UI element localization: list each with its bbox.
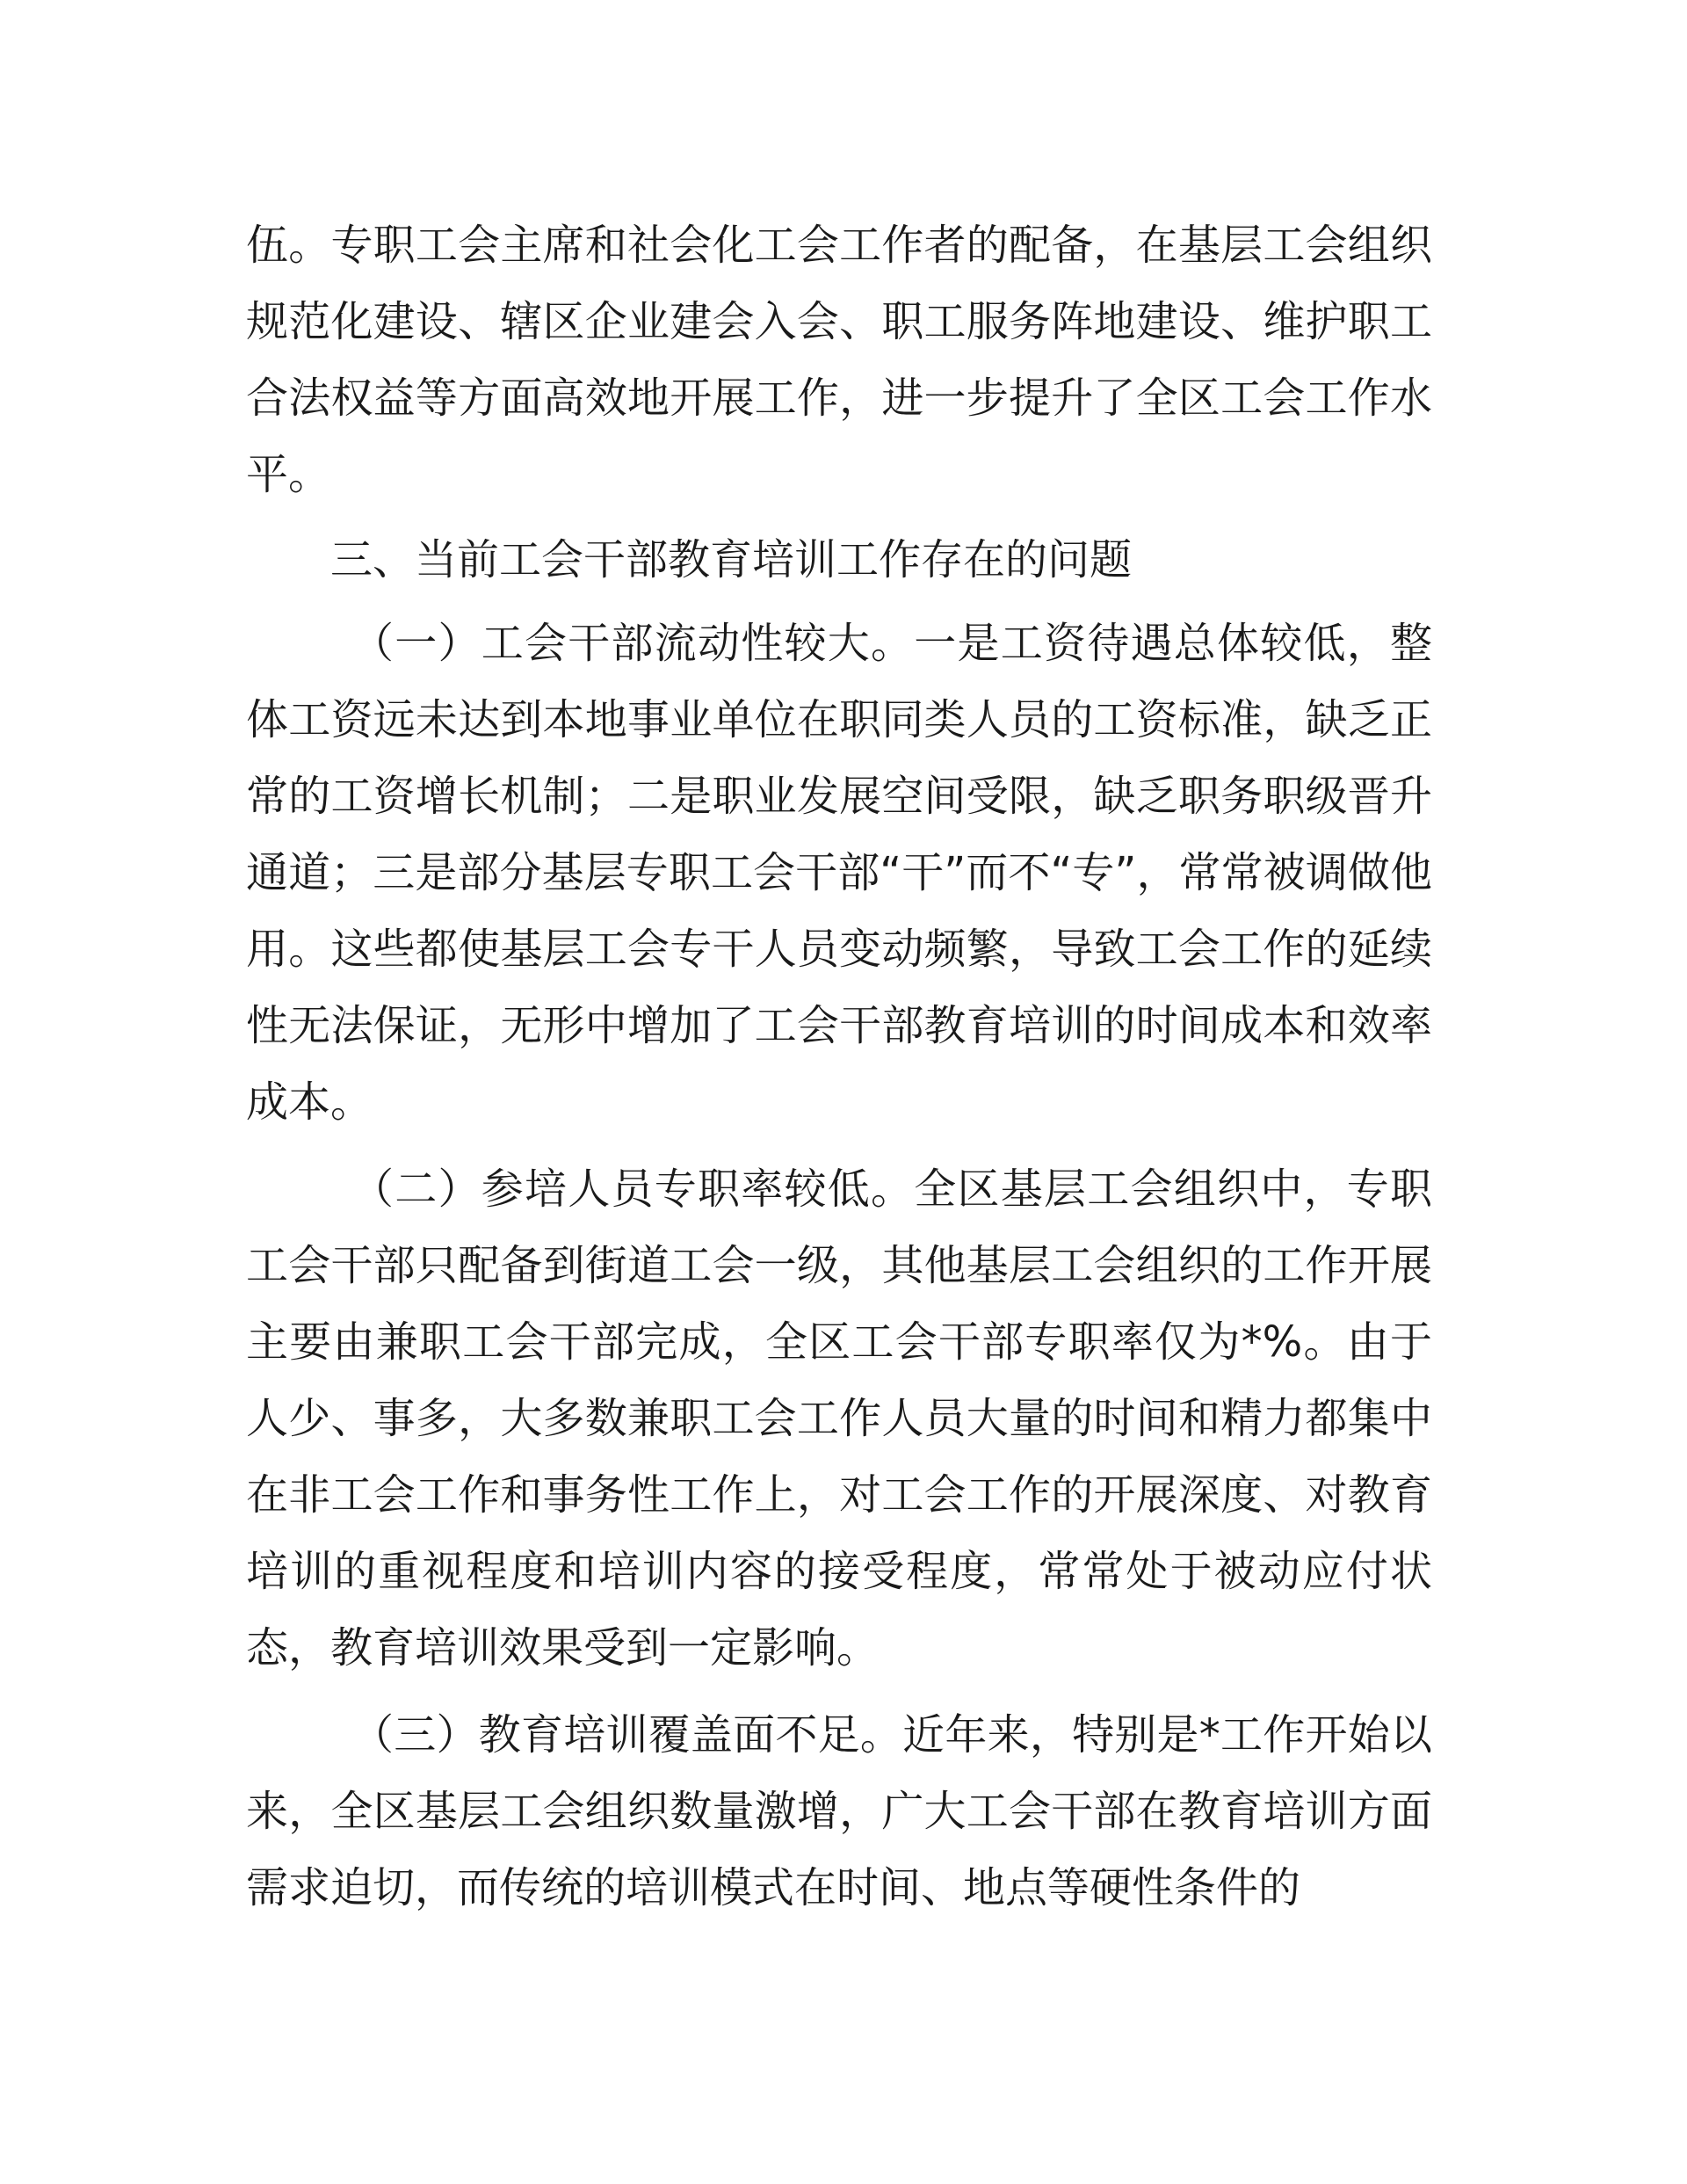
paragraph-continuation: 伍。专职工会主席和社会化工会工作者的配备，在基层工会组织规范化建设、辖区企业建会入会、职工服务阵地建设、维护职工合法权益等方面高效地开展工作，进一步提升了全区工会工作水平。 — [246, 221, 1432, 499]
section-heading: 三、当前工会干部教育培训工作存在的问题 — [330, 535, 1133, 584]
paragraph-item-1: （一）工会干部流动性较大。一是工资待遇总体较低，整体工资远未达到本地事业单位在职同类人员的工资标准，缺乏正常的工资增长机制；二是职业发展空间受限，缺乏职务职级晋升通道；三是部分基层专职工会干部“干”而不“专”，常常被调做他用。这些都使基层工会专干人员变动频繁，导致工会工作的延续性无法保证，无形中增加了工会干部教育培训的时间成本和效率成本。 — [246, 619, 1432, 1127]
paragraph-item-3: （三）教育培训覆盖面不足。近年来，特别是*工作开始以来，全区基层工会组织数量激增，广大工会干部在教育培训方面需求迫切，而传统的培训模式在时间、地点等硬性条件的 — [246, 1710, 1432, 1912]
document-body — [246, 207, 1432, 1926]
paragraph-item-2: （二）参培人员专职率较低。全区基层工会组织中，专职工会干部只配备到街道工会一级，其他基层工会组织的工作开展主要由兼职工会干部完成，全区工会干部专职率仅为*%。由于人少、事多，大多数兼职工会工作人员大量的时间和精力都集中在非工会工作和事务性工作上，对工会工作的开展深度、对教育培训的重视程度和培训内容的接受程度，常常处于被动应付状态，教育培训效果受到一定影响。 — [246, 1165, 1432, 1672]
